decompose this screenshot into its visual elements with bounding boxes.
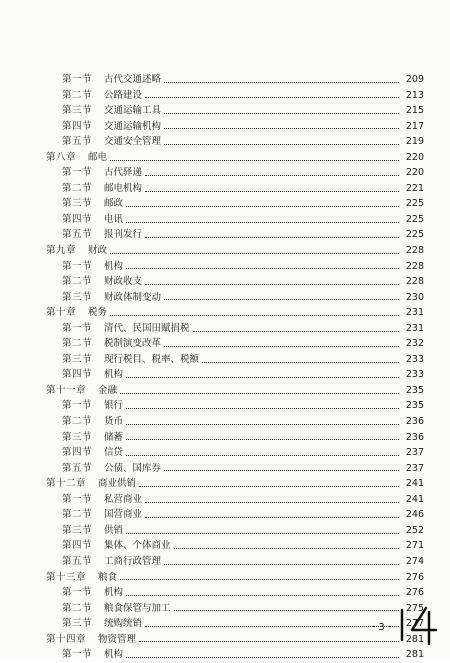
toc-entry-label: 第二节 xyxy=(62,509,93,521)
toc-entry-label: 第一节 xyxy=(62,74,93,85)
handwritten-annotation-icon xyxy=(396,604,440,646)
toc-entry-label: 第二节 xyxy=(62,276,93,288)
toc-section-row xyxy=(46,616,424,632)
toc-entry-label: 第五节 xyxy=(62,555,93,567)
toc-section-row xyxy=(46,585,424,601)
toc-entry-label: 第十章 xyxy=(46,307,77,319)
toc-entry-title: 银行 xyxy=(104,400,124,412)
toc-entry-title: 公债、国库券 xyxy=(104,462,162,474)
toc-section-row xyxy=(46,119,424,135)
toc-entry-page: 219 xyxy=(405,136,424,148)
toc-section-row xyxy=(46,103,424,119)
toc-entry-page: 241 xyxy=(405,478,424,490)
dot-leader xyxy=(164,298,399,300)
dot-leader xyxy=(126,532,399,534)
toc-entry-page: 281 xyxy=(405,649,424,661)
toc-entry-page: 228 xyxy=(405,260,424,272)
toc-entry-title: 国营商业 xyxy=(104,509,143,521)
toc-entry-title: 机构 xyxy=(104,649,124,661)
toc-entry-label: 第二节 xyxy=(62,416,93,428)
toc-entry-label: 第四节 xyxy=(62,540,93,552)
toc-entry-label: 第十一章 xyxy=(46,384,87,396)
toc-chapter-row xyxy=(46,383,424,399)
toc-entry-page: 231 xyxy=(405,322,424,334)
toc-chapter-row xyxy=(46,150,424,166)
toc-entry-page: 241 xyxy=(405,493,424,505)
toc-entry-page: 236 xyxy=(405,431,424,443)
toc-entry-label: 第三节 xyxy=(62,431,93,443)
toc-entry-title: 邮政 xyxy=(104,198,124,210)
toc-entry-page: 232 xyxy=(405,338,424,350)
toc-entry-page: 235 xyxy=(405,400,424,412)
toc-entry-page: 233 xyxy=(405,369,424,381)
toc-entry-page: 235 xyxy=(405,384,424,396)
toc-section-row xyxy=(46,181,424,197)
toc-entry-label: 第三节 xyxy=(62,353,93,365)
toc-entry-label: 第一节 xyxy=(62,493,93,505)
dot-leader xyxy=(164,563,399,565)
toc-entry-label: 第三节 xyxy=(62,618,93,630)
toc-entry-page: 236 xyxy=(405,416,424,428)
toc-entry-title: 邮电机构 xyxy=(104,182,143,194)
toc-section-row xyxy=(46,523,424,539)
dot-leader xyxy=(139,640,399,642)
toc-entry-page: 215 xyxy=(405,105,424,117)
toc-section-row xyxy=(46,134,424,150)
dot-leader xyxy=(193,330,399,332)
dot-leader xyxy=(126,407,399,409)
toc-entry-label: 第三节 xyxy=(62,291,93,303)
page-number: · 3 · xyxy=(372,622,392,633)
toc-entry-label: 第八章 xyxy=(46,151,77,163)
toc-entry-label: 第三节 xyxy=(62,198,93,210)
toc-entry-title: 统购统销 xyxy=(104,618,143,630)
toc-entry-label: 第九章 xyxy=(46,245,77,257)
toc-entry-page: 230 xyxy=(405,291,424,303)
toc-entry-title: 古代驿递 xyxy=(104,167,143,179)
toc-entry-title: 财政 xyxy=(88,245,108,257)
toc-entry-page: 225 xyxy=(405,198,424,210)
toc-entry-page: 217 xyxy=(405,120,424,132)
toc-entry-page: 276 xyxy=(405,587,424,599)
toc-entry-page: 233 xyxy=(405,353,424,365)
dot-leader xyxy=(174,609,399,611)
toc-entry-page: 281 xyxy=(405,633,424,645)
dot-leader xyxy=(164,469,399,471)
dot-leader xyxy=(145,283,399,285)
toc-entry-title: 工商行政管理 xyxy=(104,555,162,567)
dot-leader xyxy=(164,345,399,347)
toc-entry-label: 第五节 xyxy=(62,229,93,241)
toc-entry-page: 276 xyxy=(405,571,424,583)
toc-entry-label: 第一节 xyxy=(62,649,93,661)
toc-section-row xyxy=(46,259,424,275)
dot-leader xyxy=(126,423,399,425)
toc-section-row xyxy=(46,414,424,430)
toc-chapter-row xyxy=(46,570,424,586)
toc-entry-title: 粮食保管与加工 xyxy=(104,602,171,614)
toc-chapter-row xyxy=(46,243,424,259)
toc-section-row xyxy=(46,72,424,88)
toc-entry-title: 交通运输机构 xyxy=(104,120,162,132)
toc-entry-title: 机构 xyxy=(104,260,124,272)
toc-entry-label: 第十二章 xyxy=(46,478,87,490)
toc-entry-page: 231 xyxy=(405,307,424,319)
toc-entry-title: 机构 xyxy=(104,369,124,381)
toc-entry-label: 第四节 xyxy=(62,213,93,225)
toc-entry-title: 清代、民国田赋捐税 xyxy=(104,322,190,334)
toc-section-row xyxy=(46,227,424,243)
dot-leader xyxy=(145,190,399,192)
toc-entry-label: 第一节 xyxy=(62,260,93,272)
toc-section-row xyxy=(46,367,424,383)
toc-entry-page: 252 xyxy=(405,524,424,536)
dot-leader xyxy=(110,252,399,254)
dot-leader xyxy=(145,501,399,503)
dot-leader xyxy=(126,438,399,440)
toc-entry-title: 机构 xyxy=(104,587,124,599)
toc-section-row xyxy=(46,398,424,414)
toc-entry-title: 公路建设 xyxy=(104,89,143,101)
toc-section-row xyxy=(46,492,424,508)
dot-leader xyxy=(145,625,399,627)
toc-entry-page: 225 xyxy=(405,229,424,241)
dot-leader xyxy=(120,392,399,394)
toc-entry-title: 粮食 xyxy=(98,571,118,583)
toc-entry-page: 246 xyxy=(405,509,424,521)
toc-entry-title: 信贷 xyxy=(104,447,124,459)
toc-entry-label: 第二节 xyxy=(62,602,93,614)
dot-leader xyxy=(202,361,399,363)
dot-leader xyxy=(126,594,399,596)
dot-leader xyxy=(120,578,399,580)
toc-section-row xyxy=(46,647,424,663)
toc-section-row xyxy=(46,554,424,570)
toc-entry-label: 第一节 xyxy=(62,587,93,599)
toc-section-row xyxy=(46,445,424,461)
toc-chapter-row xyxy=(46,476,424,492)
toc-entry-title: 交通安全管理 xyxy=(104,136,162,148)
toc-entry-title: 财政收支 xyxy=(104,276,143,288)
toc-section-row xyxy=(46,336,424,352)
toc-section-row xyxy=(46,212,424,228)
toc-chapter-row xyxy=(46,632,424,648)
toc-section-row xyxy=(46,165,424,181)
toc-entry-label: 第一节 xyxy=(62,322,93,334)
toc-entry-title: 电讯 xyxy=(104,213,124,225)
toc-entry-title: 现行税目、税率、税额 xyxy=(104,353,200,365)
toc-section-row xyxy=(46,352,424,368)
toc-chapter-row xyxy=(46,305,424,321)
toc-entry-page: 228 xyxy=(405,245,424,257)
dot-leader xyxy=(164,143,399,145)
toc-entry-title: 税务 xyxy=(88,307,108,319)
toc-entry-page: 209 xyxy=(405,74,424,85)
toc-entry-page: 213 xyxy=(405,89,424,101)
toc-section-row xyxy=(46,507,424,523)
toc-entry-label: 第二节 xyxy=(62,338,93,350)
dot-leader xyxy=(164,112,399,114)
dot-leader xyxy=(145,516,399,518)
toc-entry-label: 第五节 xyxy=(62,136,93,148)
toc-entry-label: 第四节 xyxy=(62,447,93,459)
toc-entry-label: 第五节 xyxy=(62,462,93,474)
toc-entry-page: 275 xyxy=(405,602,424,614)
toc-entry-title: 集体、个体商业 xyxy=(104,540,171,552)
dot-leader xyxy=(164,81,399,83)
toc-entry-title: 邮电 xyxy=(88,151,108,163)
toc-entry-label: 第四节 xyxy=(62,120,93,132)
toc-entry-title: 报刊发行 xyxy=(104,229,143,241)
toc-entry-title: 商业供销 xyxy=(98,478,137,490)
dot-leader xyxy=(126,376,399,378)
dot-leader xyxy=(164,127,399,129)
toc-entry-title: 私营商业 xyxy=(104,493,143,505)
toc-section-row xyxy=(46,196,424,212)
dot-leader xyxy=(126,656,399,658)
toc-entry-title: 金融 xyxy=(98,384,118,396)
toc-entry-label: 第一节 xyxy=(62,400,93,412)
toc-entry-title: 货币 xyxy=(104,416,124,428)
toc-entry-label: 第一节 xyxy=(62,167,93,179)
toc-section-row xyxy=(46,290,424,306)
dot-leader xyxy=(110,314,399,316)
dot-leader xyxy=(139,485,399,487)
toc-entry-page: 271 xyxy=(405,540,424,552)
toc-entry-page: 225 xyxy=(405,213,424,225)
toc-entry-title: 古代交通述略 xyxy=(104,74,162,85)
toc-entry-page: 220 xyxy=(405,167,424,179)
dot-leader xyxy=(110,159,399,161)
toc-entry-title: 储蓄 xyxy=(104,431,124,443)
toc-section-row xyxy=(46,321,424,337)
toc-entry-page: 228 xyxy=(405,276,424,288)
toc-section-row xyxy=(46,430,424,446)
table-of-contents xyxy=(46,72,424,663)
toc-entry-title: 税制演变改革 xyxy=(104,338,162,350)
dot-leader xyxy=(145,96,399,98)
toc-entry-label: 第十四章 xyxy=(46,633,87,645)
toc-section-row xyxy=(46,274,424,290)
toc-entry-title: 供销 xyxy=(104,524,124,536)
toc-entry-page: 277 xyxy=(405,618,424,630)
toc-section-row xyxy=(46,601,424,617)
toc-entry-label: 第三节 xyxy=(62,524,93,536)
toc-entry-label: 第三节 xyxy=(62,105,93,117)
toc-entry-label: 第四节 xyxy=(62,369,93,381)
dot-leader xyxy=(145,236,399,238)
toc-entry-page: 221 xyxy=(405,182,424,194)
dot-leader xyxy=(126,454,399,456)
dot-leader xyxy=(126,205,399,207)
dot-leader xyxy=(174,547,399,549)
toc-entry-title: 物资管理 xyxy=(98,633,137,645)
toc-entry-page: 274 xyxy=(405,555,424,567)
dot-leader xyxy=(126,267,399,269)
dot-leader xyxy=(145,174,399,176)
toc-entry-label: 第二节 xyxy=(62,182,93,194)
toc-entry-label: 第十三章 xyxy=(46,571,87,583)
toc-entry-page: 220 xyxy=(405,151,424,163)
toc-section-row xyxy=(46,538,424,554)
toc-entry-page: 237 xyxy=(405,447,424,459)
toc-entry-title: 交通运输工具 xyxy=(104,105,162,117)
toc-entry-page: 237 xyxy=(405,462,424,474)
toc-entry-label: 第二节 xyxy=(62,89,93,101)
dot-leader xyxy=(126,221,399,223)
toc-section-row xyxy=(46,461,424,477)
toc-section-row xyxy=(46,88,424,104)
toc-entry-title: 财政体制变动 xyxy=(104,291,162,303)
